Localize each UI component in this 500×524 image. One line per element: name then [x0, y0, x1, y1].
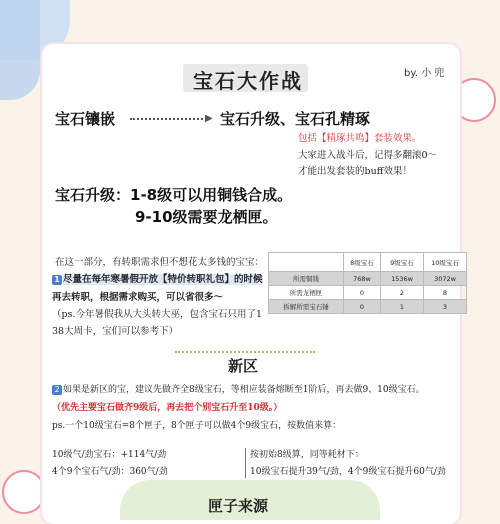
- para1-line2: [52, 271, 263, 285]
- table-header: [269, 253, 344, 272]
- paw-decoration: [2, 470, 46, 514]
- table-cell: 3072w: [424, 272, 467, 286]
- set-note-red: 包括【精琢共鸣】套装效果。: [298, 133, 422, 144]
- upgrade-line-2: 9-10级需要龙栖匣。: [135, 208, 278, 226]
- background-blue-shape-2: [0, 0, 40, 100]
- section-title-new-area: 新区: [228, 357, 259, 375]
- new-area-line1-text: 如果是新区的宝，建议先做齐全8级宝石，等相应装备熔断至1阶后，再去做9、10级宝石。: [63, 385, 425, 395]
- table-cell: 2: [381, 286, 424, 300]
- new-area-line2: （优先主要宝石做齐9级后，再去把个别宝石升至10级。）: [52, 403, 283, 413]
- table-cell: 1536w: [381, 272, 424, 286]
- table-cell: 所需铜钱: [269, 272, 344, 286]
- table-header: 8级宝石: [344, 253, 381, 272]
- author-byline: by. 小 兜: [404, 68, 445, 79]
- table-header: 10级宝石: [424, 253, 467, 272]
- table-cell: 3: [424, 300, 467, 314]
- table-cell: 拆解所需宝石锤: [269, 300, 344, 314]
- table-row: [269, 272, 467, 286]
- set-note-2: 才能出发套装的buff效果！: [298, 166, 412, 177]
- calc-right-2: 10级宝石提升39气/劲，4个9级宝石提升60气/劲: [250, 467, 446, 477]
- number-2-icon: 2: [52, 385, 62, 395]
- gem-upgrade-label: 宝石升级、宝石孔精琢: [220, 110, 371, 128]
- table-cell: 0: [344, 286, 381, 300]
- calc-left-1: 10级气/劲宝石：+114气/劲: [52, 450, 167, 460]
- para1-line4: （ps.今年暑假我从大头转大巫，包含宝石只用了1: [52, 309, 263, 320]
- para1-line1: 在这一部分，有转职需求但不想花太多钱的宝宝：: [55, 257, 265, 268]
- table-row: [269, 286, 467, 300]
- table-header: 9级宝石: [381, 253, 424, 272]
- table-cell: 0: [344, 300, 381, 314]
- para1-line3: 再去转职，根据需求购买，可以省很多～: [52, 292, 224, 303]
- calc-right-1: 按初始8级算，同等耗材下：: [250, 450, 364, 460]
- new-area-line3: ps.一个10级宝石=8个匣子，8个匣子可以做4个9级宝石，按数值来算：: [52, 421, 342, 431]
- table-row: [269, 300, 467, 314]
- calc-left-2: 4个9个宝石气/劲：360气/劲: [52, 467, 168, 477]
- gem-cost-table: [268, 252, 467, 314]
- number-1-icon: 1: [52, 275, 62, 285]
- table-cell: 768w: [344, 272, 381, 286]
- para1-line5: 38大周卡，宝们可以参考下）: [52, 326, 179, 337]
- dotted-arrow: [130, 118, 210, 120]
- arrow-head-icon: ▶: [205, 113, 213, 124]
- table-cell: 所需龙栖匣: [269, 286, 344, 300]
- set-note-1: 大家进入战斗后，记得多翻滚0～: [298, 150, 438, 161]
- table-cell: 1: [381, 300, 424, 314]
- section-title-box-source: 匣子来源: [208, 497, 269, 515]
- table-cell: 8: [424, 286, 467, 300]
- page-title: 宝石大作战: [193, 69, 303, 93]
- section-divider: [175, 351, 315, 353]
- upgrade-line-1: 宝石升级：1-8级可以用铜钱合成。: [55, 186, 293, 204]
- para1-line2-text: 尽量在每年寒暑假开放【特价转职礼包】的时候: [63, 274, 263, 285]
- new-area-line1: [52, 382, 425, 395]
- gem-inlay-label: 宝石镶嵌: [55, 110, 116, 128]
- calc-divider: [245, 448, 246, 478]
